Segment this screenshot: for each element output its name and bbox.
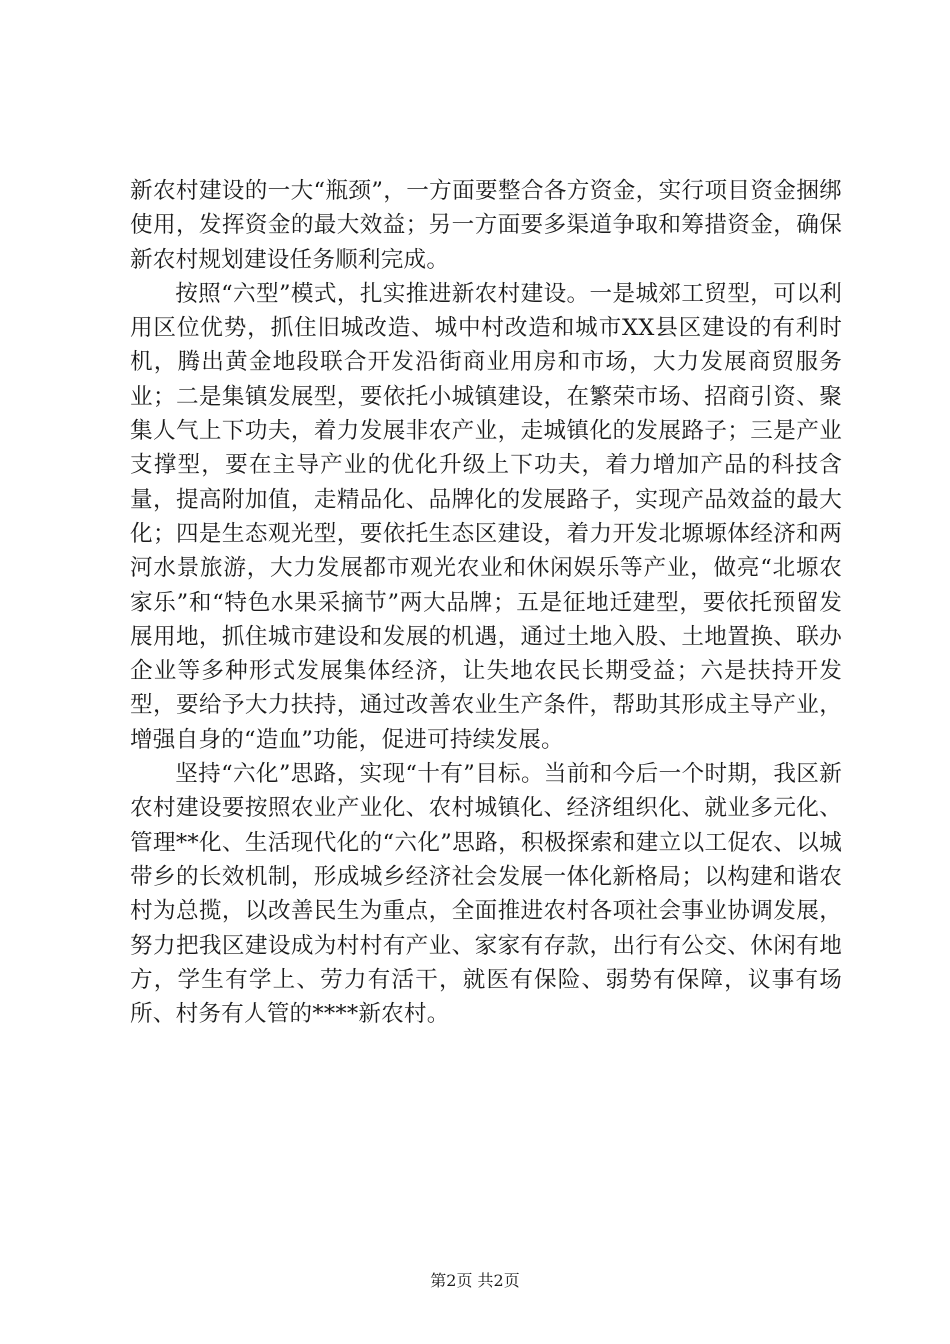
page-footer: 第2页 共2页 [430, 1271, 520, 1290]
paragraph-3: 坚持“六化”思路，实现“十有”目标。当前和今后一个时期，我区新农村建设要按照农业产业化、农村城镇化、经济组织化、就业多元化、管理**化、生活现代化的“六化”思路，积极探索和建立以工促农、以城带乡的长效机制，形成城乡经济社会发展一体化新格局；以构建和谐农村为总揽，以改善民生为重点，全面推进农村各项社会事业协调发展，努力把我区建设成为村村有产业、家家有存款，出行有公交、休闲有地方，学生有学上、劳力有活干，就医有保险、弱势有保障，议事有场所、村务有人管的****新农村。 [130, 761, 842, 1028]
document-body [130, 174, 842, 1031]
paragraph-1: 新农村建设的一大“瓶颈”，一方面要整合各方资金，实行项目资金捆绑使用，发挥资金的最大效益；另一方面要多渠道争取和筹措资金，确保新农村规划建设任务顺利完成。 [130, 178, 842, 273]
paragraph-2: 按照“六型”模式，扎实推进新农村建设。一是城郊工贸型，可以利用区位优势，抓住旧城改造、城中村改造和城市XX县区建设的有利时机，腾出黄金地段联合开发沿街商业用房和市场，大力发展商贸服务业；二是集镇发展型，要依托小城镇建设，在繁荣市场、招商引资、聚集人气上下功夫，着力发展非农产业，走城镇化的发展路子；三是产业支撑型，要在主导产业的优化升级上下功夫，着力增加产品的科技含量，提高附加值，走精品化、品牌化的发展路子，实现产品效益的最大化；四是生态观光型，要依托生态区建设，着力开发北塬塬体经济和两河水景旅游，大力发展都市观光农业和休闲娱乐等产业，做亮“北塬农家乐”和“特色水果采摘节”两大品牌；五是征地迁建型，要依托预留发展用地，抓住城市建设和发展的机遇，通过土地入股、土地置换、联办企业等多种形式发展集体经济，让失地农民长期受益；六是扶持开发型，要给予大力扶持，通过改善农业生产条件，帮助其形成主导产业，增强自身的“造血”功能，促进可持续发展。 [130, 280, 842, 753]
